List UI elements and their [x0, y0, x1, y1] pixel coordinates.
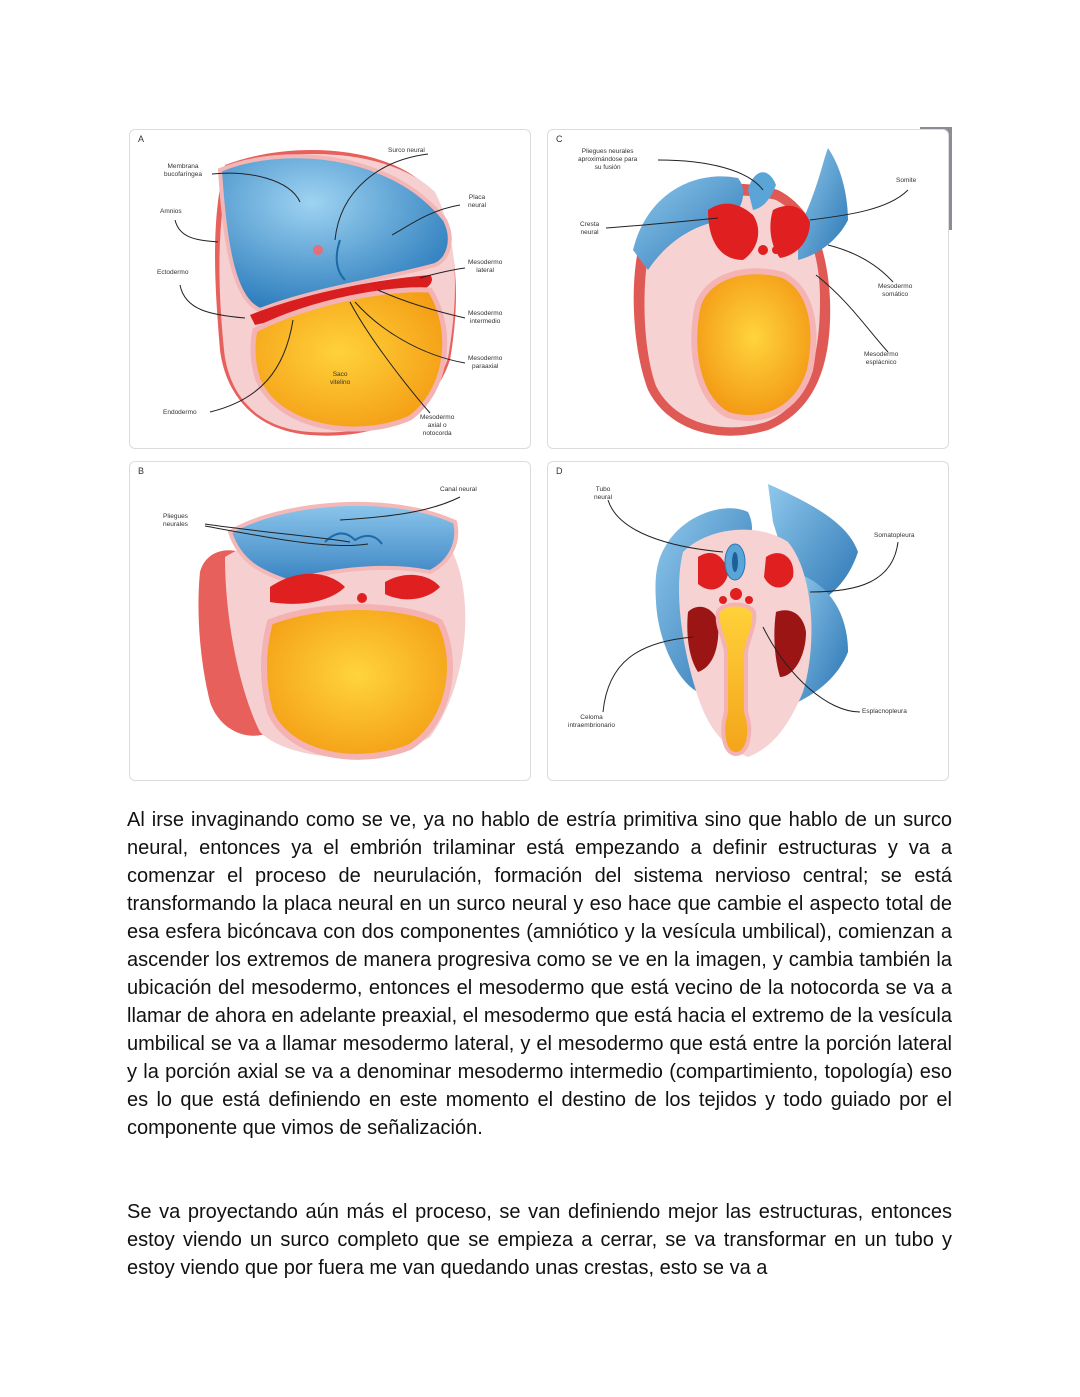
- label-esplacnopleura: Esplacnopleura: [862, 708, 907, 715]
- label-mesodermo-somatico: Mesodermo somático: [878, 283, 913, 298]
- label-placa-neural: Placa neural: [468, 194, 487, 209]
- label-somatopleura: Somatopleura: [874, 532, 915, 539]
- label-mesodermo-axial: Mesodermo axial o notocorda: [420, 414, 455, 437]
- panel-c-letter: C: [556, 134, 563, 144]
- panel-d-illustration: [548, 462, 948, 780]
- panel-b-letter: B: [138, 466, 145, 476]
- label-mesodermo-esplacnico: Mesodermo esplácnico: [864, 351, 899, 366]
- panel-a-letter: A: [138, 134, 145, 144]
- figure-panel-b: [129, 461, 531, 781]
- figure-panel-c: [547, 129, 949, 449]
- figure-panel-d: [547, 461, 949, 781]
- label-saco-vitelino: Saco vitelino: [330, 371, 351, 386]
- label-mesodermo-paraaxial: Mesodermo paraaxial: [468, 355, 503, 370]
- label-tubo-neural: Tubo neural: [594, 486, 613, 501]
- label-mesodermo-intermedio: Mesodermo intermedio: [468, 310, 503, 325]
- body-paragraph-1: Al irse invaginando como se ve, ya no hablo de estría primitiva sino que hablo de un surco neural, entonces ya el embrión trilaminar está empezando a definir estructuras y va a comenzar el proceso de neurulación, formación del sistema nervioso central; se está transformando la placa neural en un surco neural y eso hace que cambie el aspecto total de esa esfera bicóncava con dos componentes (amniótico y la vesícula umbilical), comienzan a ascender los extremos de manera progresiva como se ve en la imagen, y cambia también la ubicación del mesodermo, entonces el mesodermo que está vecino de la notocorda se va a llamar de ahora en adelante preaxial, el mesodermo que está hacia el extremo de la vesícula umbilical se va a llamar mesodermo lateral, y el mesodermo que está entre la porción lateral y la porción axial se va a denominar mesodermo intermedio (compartimiento, topología) eso es lo que está definiendo en este momento el destino de los tejidos y todo guiado por el componente que vimos de señalización.: [127, 809, 952, 1139]
- label-celoma-intraembrionario: Celoma intraembrionario: [568, 714, 615, 729]
- label-somite: Somite: [896, 177, 917, 184]
- panel-b-illustration: [130, 462, 530, 780]
- label-pliegues-neurales: Pliegues neurales: [163, 513, 188, 528]
- body-paragraph-2: Se va proyectando aún más el proceso, se van definiendo mejor las estructuras, entonces estoy viendo un surco completo que se empieza a cerrar, se va transformar en un tubo y estoy viendo que por fuera me van quedando unas crestas, esto se va a: [127, 1201, 952, 1279]
- label-endodermo: Endodermo: [163, 409, 197, 416]
- label-pliegues-aproximandose: Pliegues neurales aproximándose para su fusión: [578, 148, 638, 171]
- label-membrana-bucofaringea: Membrana bucofaríngea: [164, 163, 202, 178]
- label-mesodermo-lateral: Mesodermo lateral: [468, 259, 503, 274]
- label-canal-neural: Canal neural: [440, 486, 477, 493]
- label-surco-neural: Surco neural: [388, 147, 425, 154]
- figure-panel-a: [129, 129, 531, 449]
- label-cresta-neural: Cresta neural: [580, 221, 600, 236]
- panel-d-letter: D: [556, 466, 563, 476]
- label-ectodermo: Ectodermo: [157, 269, 189, 276]
- label-amnios: Amnios: [160, 208, 182, 215]
